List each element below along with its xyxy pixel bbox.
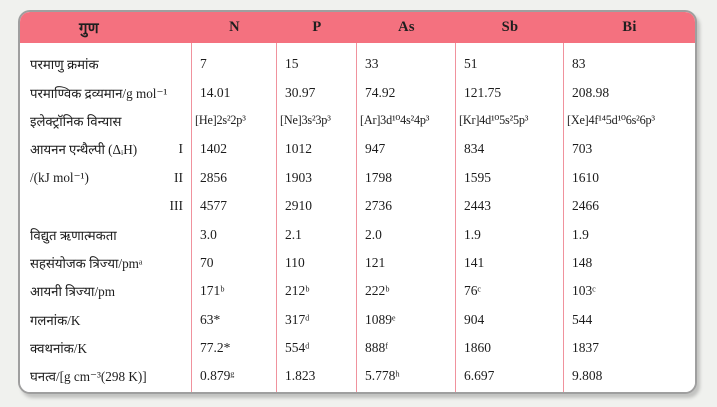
value-cell: 103ᶜ xyxy=(572,283,596,299)
value-cell: 1595 xyxy=(464,169,491,185)
row-label xyxy=(20,164,191,192)
row-label xyxy=(20,249,191,277)
value-cell: 2443 xyxy=(464,198,491,214)
row-label-text: घनत्व/[g cm⁻³(298 K)] xyxy=(30,369,147,385)
value-cell: 1837 xyxy=(572,340,599,356)
value-cell: 14.01 xyxy=(200,84,231,100)
row-label-text: /(kJ mol⁻¹) xyxy=(30,169,89,185)
value-cell: 141 xyxy=(464,254,485,270)
row-label-text: आयनी त्रिज्या/pm xyxy=(30,284,115,300)
value-cell: 0.879ᵍ xyxy=(200,368,235,384)
value-cell: 317ᵈ xyxy=(285,311,310,327)
value-cell: 212ᵇ xyxy=(285,283,310,299)
value-cell: 1089ᵉ xyxy=(365,311,396,327)
value-cell: 2.1 xyxy=(285,226,302,242)
header-element-P: P xyxy=(312,19,322,35)
value-cell: 51 xyxy=(464,56,478,72)
row-label xyxy=(20,334,191,362)
row-label-text: क्वथनांक/K xyxy=(30,341,87,357)
row-label xyxy=(20,50,191,78)
value-cell: [Xe]4f¹⁴5d¹⁰6s²6p³ xyxy=(567,113,655,128)
row-label-text: आयनन एन्थैल्पी (ΔᵢH) xyxy=(30,142,138,158)
value-cell: 83 xyxy=(572,56,586,72)
value-cell: 77.2* xyxy=(200,340,231,356)
value-cell: 1.9 xyxy=(464,226,481,242)
ionization-numeral: II xyxy=(174,169,183,185)
row-label-text: सहसंयोजक त्रिज्या/pmᵃ xyxy=(30,255,143,271)
value-cell: 121 xyxy=(365,254,386,270)
column-As xyxy=(357,43,456,392)
value-cell: 4577 xyxy=(200,198,227,214)
value-cell: 15 xyxy=(285,56,299,72)
property-column xyxy=(20,43,192,392)
row-label xyxy=(20,277,191,305)
value-cell: 3.0 xyxy=(200,226,217,242)
row-label xyxy=(20,107,191,135)
value-cell: 888ᶠ xyxy=(365,340,389,356)
value-cell: 121.75 xyxy=(464,84,502,100)
value-cell: 30.97 xyxy=(285,84,316,100)
column-N xyxy=(192,43,277,392)
row-label-text: विद्युत ऋणात्मकता xyxy=(30,227,117,243)
value-cell: 1798 xyxy=(365,169,392,185)
row-label xyxy=(20,306,191,334)
row-label-text: परमाणु क्रमांक xyxy=(30,57,99,73)
value-cell: 2736 xyxy=(365,198,392,214)
row-label-text: गलनांक/K xyxy=(30,312,81,328)
value-cell: 33 xyxy=(365,56,379,72)
ionization-numeral: I xyxy=(178,141,183,157)
value-cell: 904 xyxy=(464,311,485,327)
value-cell: 7 xyxy=(200,56,207,72)
value-cell: 1903 xyxy=(285,169,312,185)
value-cell: 1402 xyxy=(200,141,227,157)
value-cell: 63* xyxy=(200,311,221,327)
value-cell: [Kr]4d¹⁰5s²5p³ xyxy=(459,113,529,128)
header-element-As: As xyxy=(398,19,415,35)
value-cell: 947 xyxy=(365,141,386,157)
value-cell: 2856 xyxy=(200,169,227,185)
value-cell: 1.9 xyxy=(572,226,589,242)
row-label xyxy=(20,362,191,390)
value-cell: 171ᵇ xyxy=(200,283,225,299)
header-element-N: N xyxy=(229,19,240,35)
value-cell: 6.697 xyxy=(464,368,495,384)
row-label-text: परमाण्विक द्रव्यमान/g mol⁻¹ xyxy=(30,85,168,101)
value-cell: 834 xyxy=(464,141,485,157)
value-cell: 110 xyxy=(285,254,305,270)
row-label xyxy=(20,220,191,248)
value-cell: 148 xyxy=(572,254,593,270)
value-cell: 208.98 xyxy=(572,84,610,100)
header-property: गुण xyxy=(79,20,99,37)
value-cell: 74.92 xyxy=(365,84,396,100)
value-cell: 2466 xyxy=(572,198,599,214)
value-cell: 554ᵈ xyxy=(285,340,310,356)
header-element-Bi: Bi xyxy=(622,19,637,35)
table-header-row xyxy=(20,12,695,43)
column-Sb xyxy=(456,43,564,392)
value-cell: 5.778ʰ xyxy=(365,368,400,384)
value-cell: [Ar]3d¹⁰4s²4p³ xyxy=(360,113,430,128)
column-Bi xyxy=(564,43,695,392)
value-cell: 2.0 xyxy=(365,226,382,242)
value-cell: 1860 xyxy=(464,340,491,356)
header-element-Sb: Sb xyxy=(501,19,519,35)
row-label xyxy=(20,78,191,106)
row-label xyxy=(20,135,191,163)
column-P xyxy=(277,43,357,392)
value-cell: 222ᵇ xyxy=(365,283,390,299)
value-cell: 1.823 xyxy=(285,368,316,384)
row-label-text: इलेक्ट्रॉनिक विन्यास xyxy=(30,113,122,129)
value-cell: 703 xyxy=(572,141,593,157)
value-cell: 70 xyxy=(200,254,214,270)
value-cell: 1012 xyxy=(285,141,312,157)
element-properties-table xyxy=(18,10,697,394)
table-body xyxy=(20,43,695,392)
value-cell: 76ᶜ xyxy=(464,283,481,299)
row-label xyxy=(20,192,191,220)
value-cell: 1610 xyxy=(572,169,599,185)
value-cell: 544 xyxy=(572,311,593,327)
ionization-numeral: III xyxy=(169,198,183,214)
value-cell: [Ne]3s²3p³ xyxy=(280,113,331,128)
value-cell: 2910 xyxy=(285,198,312,214)
value-cell: 9.808 xyxy=(572,368,603,384)
value-cell: [He]2s²2p³ xyxy=(195,113,246,128)
